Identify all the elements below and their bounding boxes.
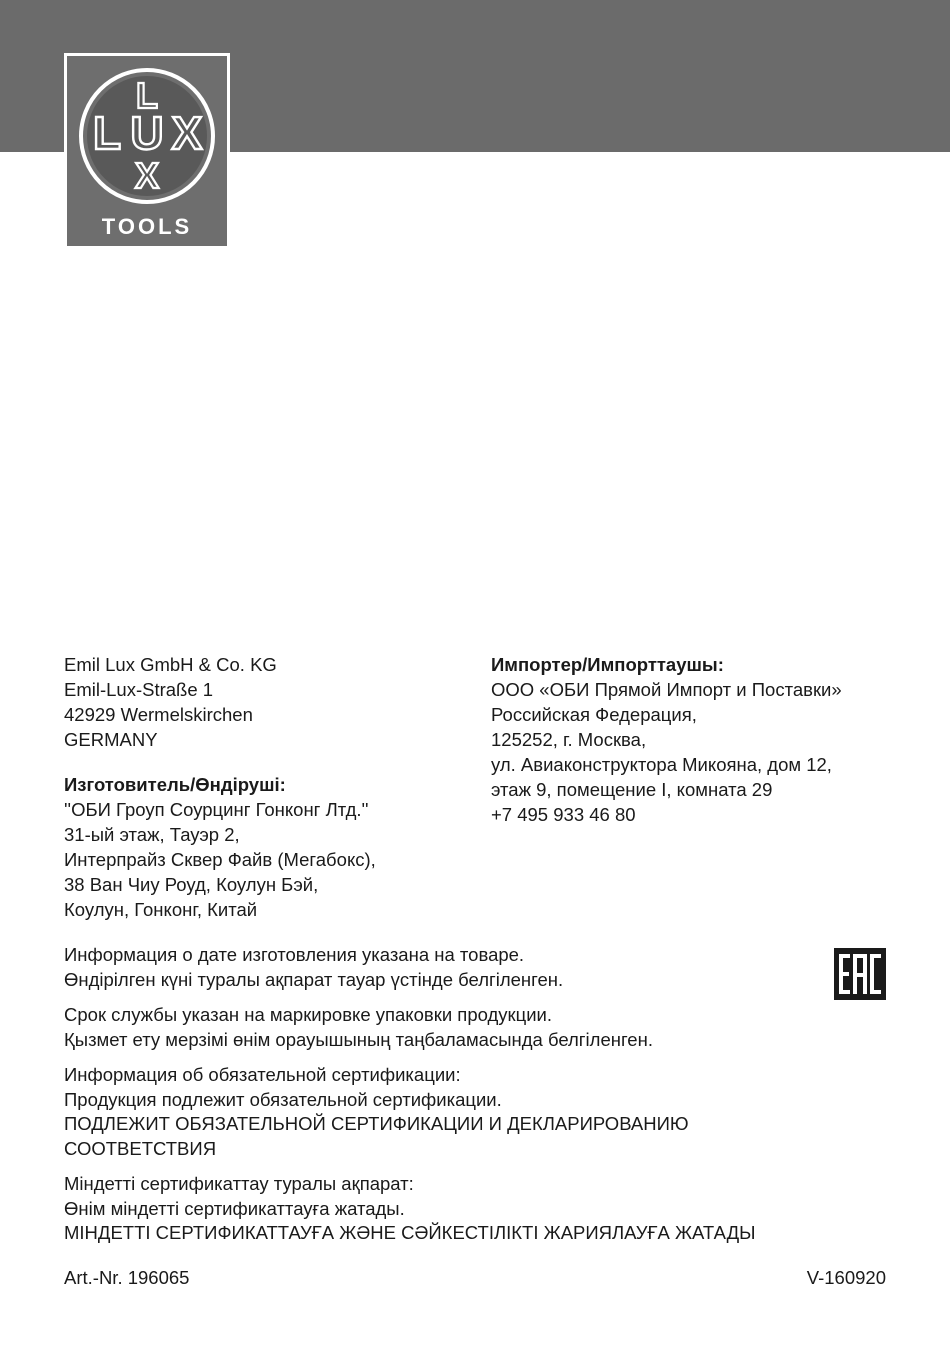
- manufacturer-line: Emil-Lux-Straße 1: [64, 679, 214, 700]
- producer-line: Интерпрайз Сквер Файв (Мегабокс),: [64, 849, 376, 870]
- logo-letter-u: U: [130, 107, 164, 159]
- logo-letter-x: X: [134, 155, 160, 196]
- manufacturer-line: Emil Lux GmbH & Co. KG: [64, 654, 277, 675]
- producer-heading: Изготовитель/Өндіруші:: [64, 774, 286, 795]
- producer-line: Коулун, Гонконг, Китай: [64, 899, 258, 920]
- logo-letter-x-horizontal: X: [171, 107, 203, 159]
- importer-line: ул. Авиаконструктора Микояна, дом 12,: [491, 754, 832, 775]
- certification-note-kz: Міндетті сертификаттау туралы ақпарат: Өнім міндетті сертификаттауға жатады. МІНДЕТТІ СЕРТИФИКАТТАУҒА ЖӘНЕ СӘЙКЕСТІЛІКТІ ЖАРИЯЛАУҒА ЖАТАДЫ: [64, 1173, 756, 1243]
- producer-line: 31-ый этаж, Тауэр 2,: [64, 824, 240, 845]
- importer-line: Российская Федерация,: [491, 704, 697, 725]
- lux-tools-logo: [64, 53, 230, 249]
- producer-line: 38 Ван Чиу Роуд, Коулун Бэй,: [64, 874, 319, 895]
- logo-letter-l-horizontal: L: [92, 107, 122, 159]
- importer-line: ООО «ОБИ Прямой Импорт и Поставки»: [491, 679, 842, 700]
- importer-line: +7 495 933 46 80: [491, 804, 636, 825]
- manufacturer-column: [64, 652, 484, 922]
- manufacturer-line: 42929 Wermelskirchen: [64, 704, 253, 725]
- logo-word-tools: TOOLS: [101, 214, 193, 239]
- importer-line: этаж 9, помещение I, комната 29: [491, 779, 773, 800]
- production-date-note: Информация о дате изготовления указана на товаре. Өндірілген күні туралы ақпарат тауар үстінде белгіленген.: [64, 944, 564, 990]
- version-code: V-160920: [806, 1267, 886, 1288]
- producer-line: ''ОБИ Гроуп Соурцинг Гонконг Лтд.'': [64, 799, 369, 820]
- importer-line: 125252, г. Москва,: [491, 729, 647, 750]
- info-section: [64, 943, 864, 1257]
- importer-heading: Импортер/Импорттаушы:: [491, 654, 724, 675]
- manufacturer-line: GERMANY: [64, 729, 158, 750]
- importer-column: [491, 652, 911, 827]
- eac-mark-icon: [834, 948, 886, 1000]
- article-number: Art.-Nr. 196065: [64, 1267, 190, 1288]
- certification-note-ru: Информация об обязательной сертификации: Продукция подлежит обязательной сертификации. ПОДЛЕЖИТ ОБЯЗАТЕЛЬНОЙ СЕРТИФИКАЦИИ И ДЕКЛАРИРОВАНИЮ СООТВЕТСТВИЯ: [64, 1064, 689, 1159]
- logo-letter-l: L: [136, 75, 158, 116]
- service-life-note: Срок службы указан на маркировке упаковки продукции. Қызмет ету мерзімі өнім орауышының таңбаламасында белгіленген.: [64, 1004, 653, 1050]
